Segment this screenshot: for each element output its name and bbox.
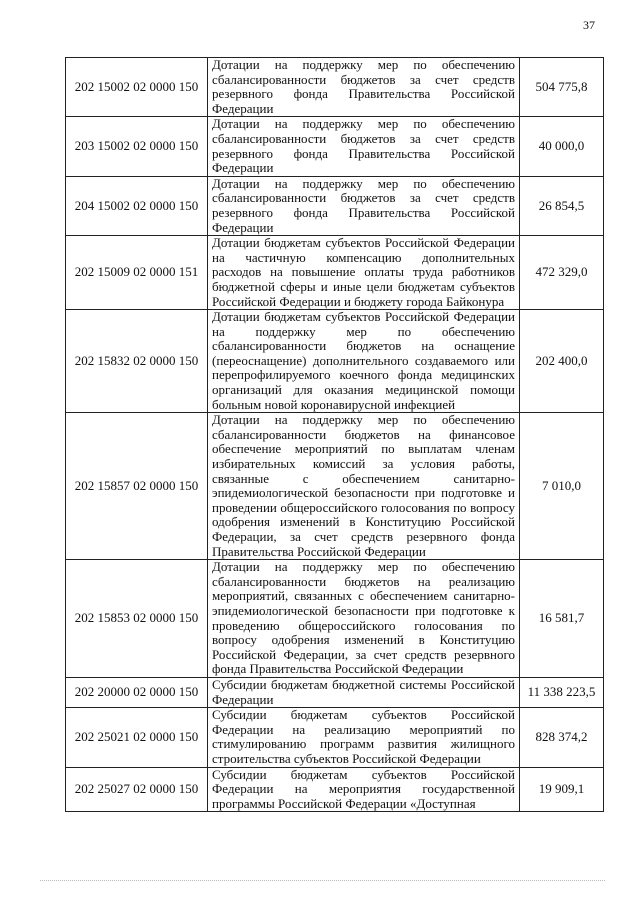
revenue-description: Дотации бюджетам субъектов Российской Федерации на поддержку мер по обеспечению сбалансированности бюджетов на оснащение (переоснащение) дополнительного создаваемого или перепрофилируемого коечного фонда медицинских организаций для оказания медицинской помощи больным новой коронавирусной инфекцией	[208, 310, 520, 413]
revenue-description: Дотации на поддержку мер по обеспечению сбалансированности бюджетов за счет средств резервного фонда Правительства Российской Федерации	[208, 58, 520, 117]
revenue-code: 202 20000 02 0000 150	[66, 677, 208, 707]
revenue-amount: 504 775,8	[520, 58, 604, 117]
revenue-code: 202 25021 02 0000 150	[66, 708, 208, 767]
table-row	[66, 708, 604, 767]
revenue-description: Дотации на поддержку мер по обеспечению сбалансированности бюджетов на реализацию мероприятий, связанных с обеспечением санитарно-эпидемиологической безопасности при подготовке к проведению общероссийского голосования по вопросу одобрения изменений в Конституцию Российской Федерации, за счет средств резервного фонда Правительства Российской Федерации	[208, 560, 520, 678]
revenue-amount: 11 338 223,5	[520, 677, 604, 707]
revenue-description: Дотации на поддержку мер по обеспечению сбалансированности бюджетов на финансовое обеспечение мероприятий по выплатам членам избирательных комиссий за условия работы, связанные с обеспечением санитарно-эпидемиологической безопасности при подготовке и проведении общероссийского голосования по вопросу одобрения изменений в Конституцию Российской Федерации, за счет средств резервного фонда Правительства Российской Федерации	[208, 413, 520, 560]
table-row	[66, 677, 604, 707]
revenue-amount: 202 400,0	[520, 310, 604, 413]
revenue-amount: 40 000,0	[520, 117, 604, 176]
table-row	[66, 413, 604, 560]
table-row	[66, 117, 604, 176]
table-row	[66, 767, 604, 812]
budget-revenue-table	[65, 57, 604, 812]
revenue-description: Субсидии бюджетам бюджетной системы Российской Федерации	[208, 677, 520, 707]
revenue-description: Субсидии бюджетам субъектов Российской Федерации на мероприятия государственной программы Российской Федерации «Доступная	[208, 767, 520, 812]
revenue-code: 202 15857 02 0000 150	[66, 413, 208, 560]
revenue-amount: 19 909,1	[520, 767, 604, 812]
table-row	[66, 236, 604, 310]
revenue-code: 202 25027 02 0000 150	[66, 767, 208, 812]
revenue-code: 202 15832 02 0000 150	[66, 310, 208, 413]
table-row	[66, 58, 604, 117]
revenue-description: Субсидии бюджетам субъектов Российской Федерации на реализацию мероприятий по стимулированию программ развития жилищного строительства субъектов Российской Федерации	[208, 708, 520, 767]
revenue-code: 204 15002 02 0000 150	[66, 176, 208, 235]
revenue-code: 202 15009 02 0000 151	[66, 236, 208, 310]
revenue-description: Дотации на поддержку мер по обеспечению сбалансированности бюджетов за счет средств резервного фонда Правительства Российской Федерации	[208, 117, 520, 176]
table-row	[66, 176, 604, 235]
revenue-amount: 26 854,5	[520, 176, 604, 235]
revenue-code: 203 15002 02 0000 150	[66, 117, 208, 176]
revenue-code: 202 15853 02 0000 150	[66, 560, 208, 678]
revenue-amount: 16 581,7	[520, 560, 604, 678]
table-row	[66, 560, 604, 678]
table-row	[66, 310, 604, 413]
revenue-amount: 828 374,2	[520, 708, 604, 767]
revenue-description: Дотации на поддержку мер по обеспечению сбалансированности бюджетов за счет средств резервного фонда Правительства Российской Федерации	[208, 176, 520, 235]
revenue-amount: 7 010,0	[520, 413, 604, 560]
page-number: 37	[583, 18, 595, 32]
revenue-code: 202 15002 02 0000 150	[66, 58, 208, 117]
revenue-description: Дотации бюджетам субъектов Российской Федерации на частичную компенсацию дополнительных расходов на повышение оплаты труда работников бюджетной сферы и иные цели бюджетам субъектов Российской Федерации и бюджету города Байконура	[208, 236, 520, 310]
page-footer-rule	[40, 880, 605, 881]
revenue-amount: 472 329,0	[520, 236, 604, 310]
